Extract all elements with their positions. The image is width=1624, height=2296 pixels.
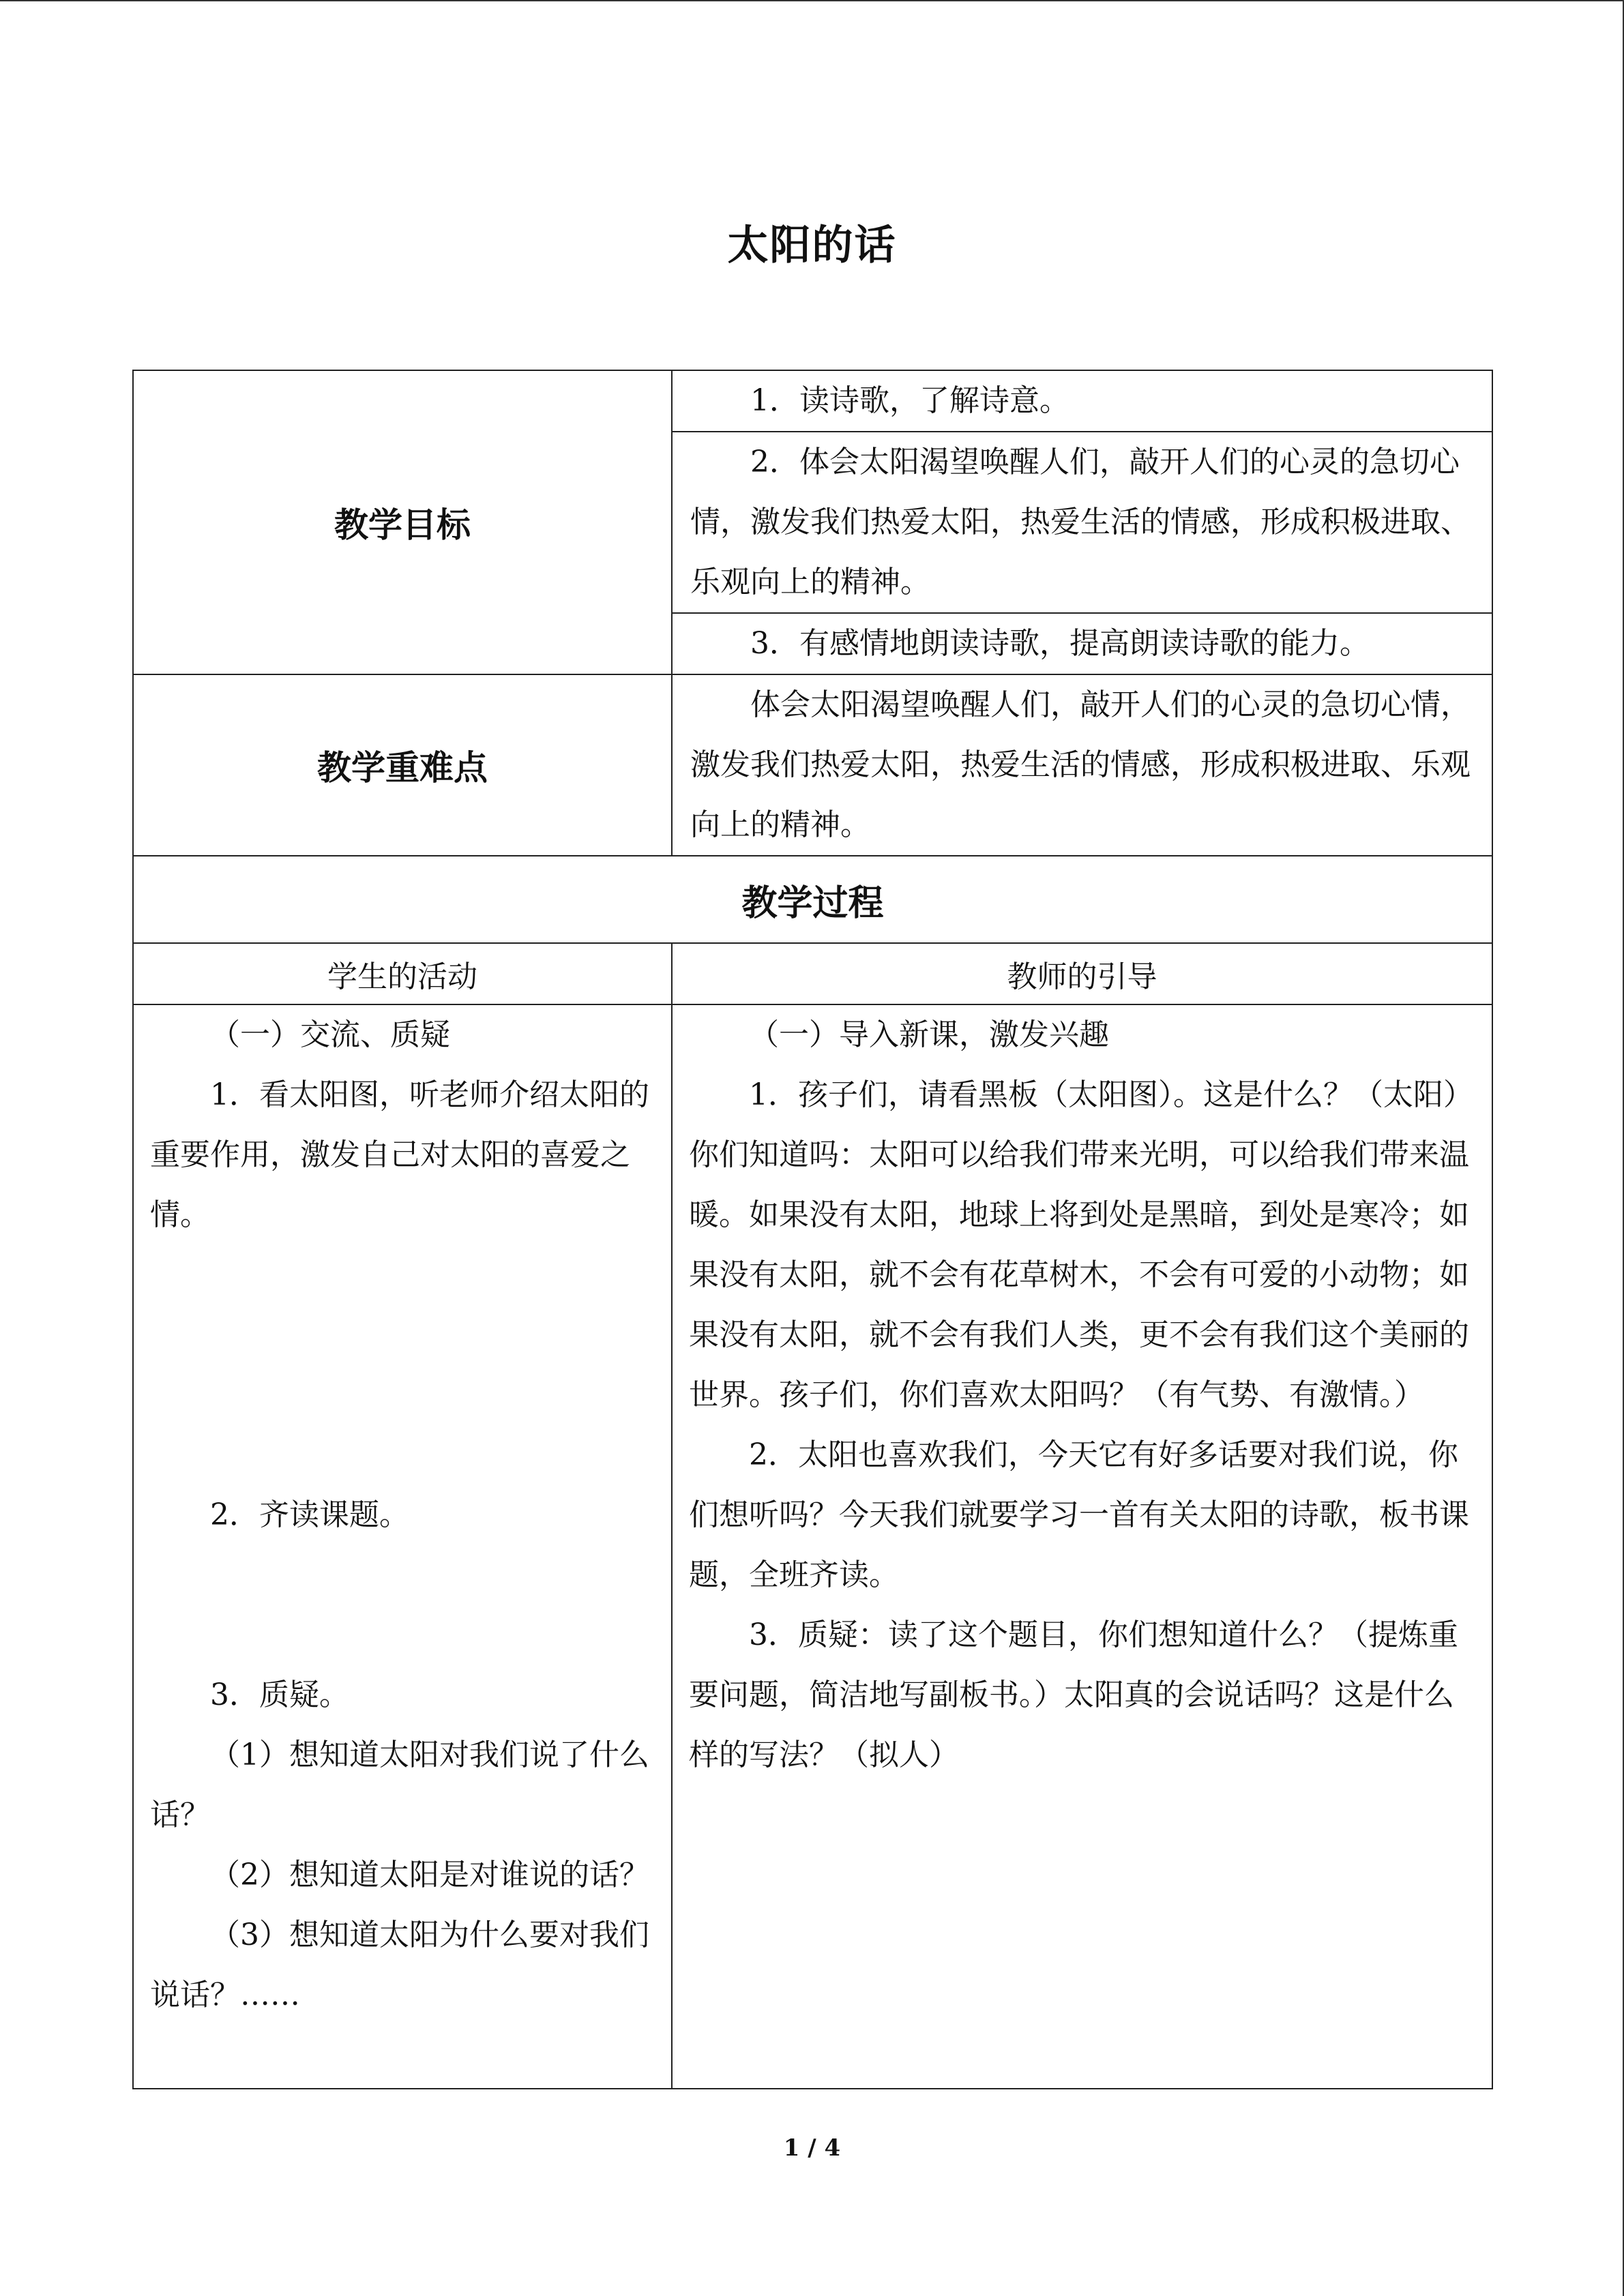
teacher-guidance-column (672, 1004, 1492, 2089)
objectives-label: 教学目标 (133, 370, 672, 674)
teacher-item: 1．孩子们，请看黑板（太阳图）。这是什么？（太阳）你们知道吗：太阳可以给我们带来光明，可以给我们带来温暖。如果没有太阳，地球上将到处是黑暗，到处是寒冷；如果没有太阳，就不会有花草树木，不会有可爱的小动物；如果没有太阳，就不会有我们人类，更不会有我们这个美丽的世界。孩子们，你们喜欢太阳吗？（有气势、有激情。） (689, 1077, 1473, 1412)
teacher-item: （一）导入新课，激发兴趣 (749, 1017, 1109, 1052)
objective-item: 1．读诗歌，了解诗意。 (672, 370, 1492, 432)
student-item: （一）交流、质疑 (210, 1017, 450, 1052)
student-activity-column (133, 1004, 672, 2089)
document-title: 太阳的话 (727, 222, 897, 269)
spacer (150, 1365, 655, 1425)
page-number: 1 / 4 (783, 2134, 841, 2162)
key-points-text: 体会太阳渴望唤醒人们，敲开人们的心灵的急切心情，激发我们热爱太阳，热爱生活的情感，形成积极进取、乐观向上的精神。 (672, 674, 1492, 856)
key-points-row (133, 674, 1492, 856)
teacher-item: 2．太阳也喜欢我们，今天它有好多话要对我们说，你们想听吗？今天我们就要学习一首有关太阳的诗歌，板书课题，全班齐读。 (689, 1437, 1469, 1592)
student-item: 1．看太阳图，听老师介绍太阳的重要作用，激发自己对太阳的喜爱之情。 (150, 1077, 649, 1232)
spacer (150, 1605, 655, 1665)
process-section-row (133, 856, 1492, 943)
spacer (150, 1305, 655, 1365)
student-activity-header: 学生的活动 (133, 943, 672, 1004)
spacer (150, 1425, 655, 1485)
objectives-row-1 (133, 370, 1492, 432)
student-item: （3）想知道太阳为什么要对我们说话？…… (150, 1918, 649, 2012)
spacer (150, 1245, 655, 1305)
process-body-row (133, 1004, 1492, 2089)
objective-item: 2．体会太阳渴望唤醒人们，敲开人们的心灵的急切心情，激发我们热爱太阳，热爱生活的情感，形成积极进取、乐观向上的精神。 (672, 432, 1492, 613)
student-item: 3．质疑。 (210, 1678, 349, 1712)
process-label: 教学过程 (133, 856, 1492, 943)
student-item: （1）想知道太阳对我们说了什么话？ (150, 1738, 649, 1832)
process-header-row (133, 943, 1492, 1004)
objective-item: 3．有感情地朗读诗歌，提高朗读诗歌的能力。 (672, 613, 1492, 674)
key-points-label: 教学重难点 (133, 674, 672, 856)
spacer (150, 1545, 655, 1605)
lesson-plan-table (132, 370, 1493, 2089)
student-item: 2．齐读课题。 (210, 1497, 409, 1532)
teacher-item: 3．质疑：读了这个题目，你们想知道什么？（提炼重要问题，简洁地写副板书。）太阳真的会说话吗？这是什么样的写法？（拟人） (689, 1617, 1458, 1772)
teacher-guidance-header: 教师的引导 (672, 943, 1492, 1004)
student-item: （2）想知道太阳是对谁说的话？ (210, 1858, 649, 1892)
